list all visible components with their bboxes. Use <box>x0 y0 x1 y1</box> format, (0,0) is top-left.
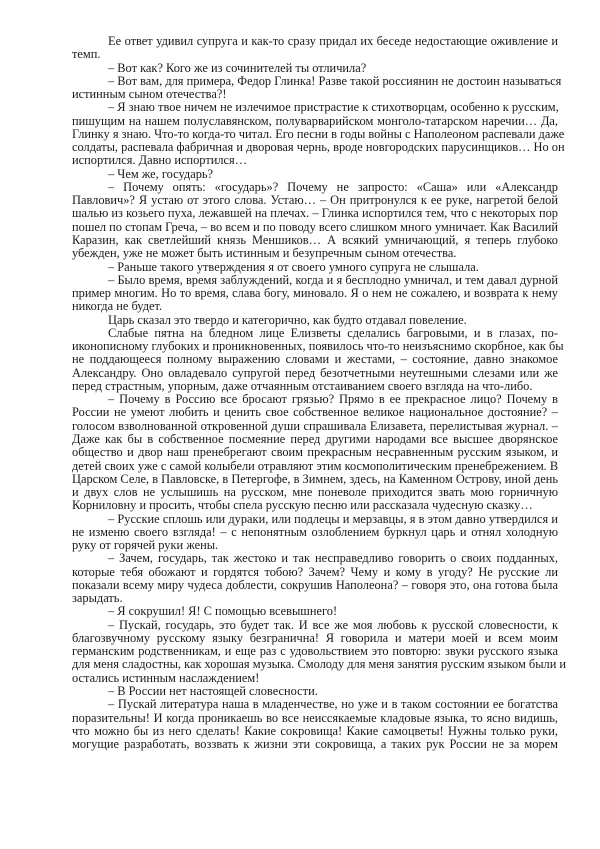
text-line: иконописному глубоких и проникновенных, появилось что-то неизъяснимо скорбное, как бы <box>72 339 564 354</box>
text-line: Даже как бы в собственное посмеяние перед другими народами все высшее дворянское <box>72 431 558 446</box>
text-line: испортился. Давно испортился… <box>72 153 248 168</box>
text-line: остались истинным наслаждением! <box>72 670 260 685</box>
text-line: темп. <box>72 47 101 62</box>
paragraph <box>72 181 558 261</box>
text-line: никогда не будет. <box>72 299 163 314</box>
text-line: – Я знаю твое ничем не излечимое пристрастие к стихотворцам, особенно к русским, <box>108 100 559 115</box>
paragraph <box>72 552 558 605</box>
text-line: – Раньше такого утверждения я от своего умного супруга не слышала. <box>108 259 479 274</box>
text-line: – В России нет настоящей словесности. <box>108 684 318 699</box>
text-line: Александру. Оно овладевало супругой перед безотчетными неутешными слезами или же <box>72 365 558 380</box>
text-line: не поддающееся полному выражению словами и жестами, – состояние, давно знакомое <box>72 352 558 367</box>
text-line: солдаты, распевала фабричная и дворовая чернь, вроде новгородских парусинщиков… Но он <box>72 140 565 155</box>
paragraph <box>72 100 565 168</box>
paragraph <box>72 698 558 751</box>
text-line: зарыдать. <box>72 591 123 606</box>
text-line: – Вот как? Кого же из сочинителей ты отличила? <box>108 60 367 75</box>
text-line: не изменю своего взгляда! – с непонятным озлоблением буркнул царь и отнял холодную <box>72 524 558 539</box>
text-line: – Пускай литература наша в младенчестве, но уже и в таком состоянии ее богатства <box>108 697 558 712</box>
paragraph <box>72 617 567 685</box>
text-line: – Зачем, государь, так жестоко и так несправедливо говорить о своих подданных, <box>108 551 558 566</box>
text-line: России не умеют любить и ценить свое собственное великое национальное достояние? – <box>72 405 558 420</box>
text-line: показали всему миру чудеса доблести, сокрушив Наполеона? – говоря это, она готова была <box>72 577 558 592</box>
text-line: поразительны! И когда проникаешь во все неиссякаемые кладовые языка, то ясно видишь, <box>72 710 558 725</box>
paragraph <box>72 393 558 512</box>
text-line: общество и двор наш пренебрегают своим прекрасным несравненным русским языком, и <box>72 445 558 460</box>
text-line: – Было время, время заблуждений, когда и я бесплодно умничал, и тем давал дурной <box>108 272 558 287</box>
text-line: Корниловну и просить, чтобы спела русскую песню или рассказала чудесную сказку… <box>72 498 533 513</box>
text-line: перед страстным, упорным, даже отчаянным отстаиванием своего взгляда на что-либо. <box>72 378 533 393</box>
text-line: пример многим. Но то время, слава богу, миновало. Я о нем не сожалею, и возврата к нему <box>72 286 558 301</box>
paragraph <box>72 35 558 62</box>
text-line: пошел по стопам Греча, – во всем и по поводу всего слишком много умничает. Как Василий <box>72 219 558 234</box>
paragraph <box>72 73 562 102</box>
text-line: Царском Селе, в Павловске, в Петергофе, в Зимнем, здесь, на Каменном Острову, иной день <box>72 471 559 486</box>
text-line: Глинку я знаю. Что-то когда-то читал. Его песни в годы войны с Наполеоном распевали даже <box>72 126 565 141</box>
paragraph <box>72 513 558 553</box>
paragraph <box>72 685 558 698</box>
paragraph <box>72 62 558 75</box>
paragraph <box>72 274 558 314</box>
text-line: Павлович»? Я устаю от этого слова. Устаю… – Он притронулся к ее руке, нагретой белой <box>72 193 558 208</box>
text-line: германским родственникам, и еще раз с удовольствием это повторю: звуки русского языка <box>72 644 558 659</box>
text-line: – Я сокрушил! Я! С помощью всевышнего! <box>108 604 338 619</box>
paragraph <box>72 261 558 274</box>
text-line: Царь сказал это твердо и категорично, как будто отдавал повеление. <box>108 312 467 327</box>
text-line: детей своих уже с самой колыбели отравляют этим космополитическим пренебрежением. В <box>72 458 559 473</box>
text-line: убежден, уже не может быть истинным и безупречным сыном отечества. <box>72 246 457 261</box>
text-line: благозвучному русскому языку безгранична! Я говорила и матери моей и всем моим <box>72 630 558 645</box>
paragraph <box>72 168 558 181</box>
text-line: Слабые пятна на бледном лице Елизветы сделались багровыми, и в глазах, по- <box>108 325 558 340</box>
text-line: шалью из козьего пуха, лежавшей на плечах. – Глинка испортился тем, что с некоторых пор <box>72 206 558 221</box>
text-line: – Русские сплошь или дураки, или подлецы и мерзавцы, я в этом давно утвердился и <box>108 511 558 526</box>
document-page <box>72 34 567 752</box>
text-line: могущие разработать, воззвать к жизни эти сокровища, а таких рук России не за морем <box>72 737 558 752</box>
paragraph <box>72 605 558 618</box>
text-line: – Пускай, государь, это будет так. И все же моя любовь к русской словесности, к <box>108 617 558 632</box>
text-line: для меня сладостны, как хорошая музыка. Смолоду для меня занятия русским языком были и <box>72 657 567 672</box>
text-line: что можно бы из него сделать! Какие сокровища! Какие самоцветы! Нужны только руки, <box>72 723 558 738</box>
text-line: голосом взволнованной откровенной души спрашивала Елизавета, перелистывая журнал. – <box>72 418 558 433</box>
text-line: – Чем же, государь? <box>108 166 214 181</box>
text-line: которые тебя обожают и гордятся тобою? Зачем? Чему и кому в угоду? Не русские ли <box>72 564 558 579</box>
text-line: истинным сыном отечества?! <box>72 87 227 102</box>
text-line: Ее ответ удивил супруга и как-то сразу придал их беседе недостающие оживление и <box>108 34 558 48</box>
paragraph <box>72 314 558 327</box>
text-line: – Почему в Россию все бросают грязью? Прямо в ее прекрасное лицо? Почему в <box>108 392 558 407</box>
paragraph <box>72 325 564 393</box>
text-line: – Почему опять: «государь»? Почему не запросто: «Саша» или «Александр <box>108 179 558 194</box>
text-line: пишущим на нашем полуславянском, полуварварийском монголо-татарском наречии… Да, <box>72 113 558 128</box>
text-line: Каразин, как светлейший князь Меншиков… А всякий умничающий, я теперь глубоко <box>72 232 558 247</box>
text-line: – Вот вам, для примера, Федор Глинка! Разве такой россиянин не достоин называться <box>108 73 562 88</box>
text-line: руку от горячей руки жены. <box>72 538 219 553</box>
text-line: и двух слов не услышишь на русском, мне поневоле приходится звать мою горничную <box>72 485 558 500</box>
